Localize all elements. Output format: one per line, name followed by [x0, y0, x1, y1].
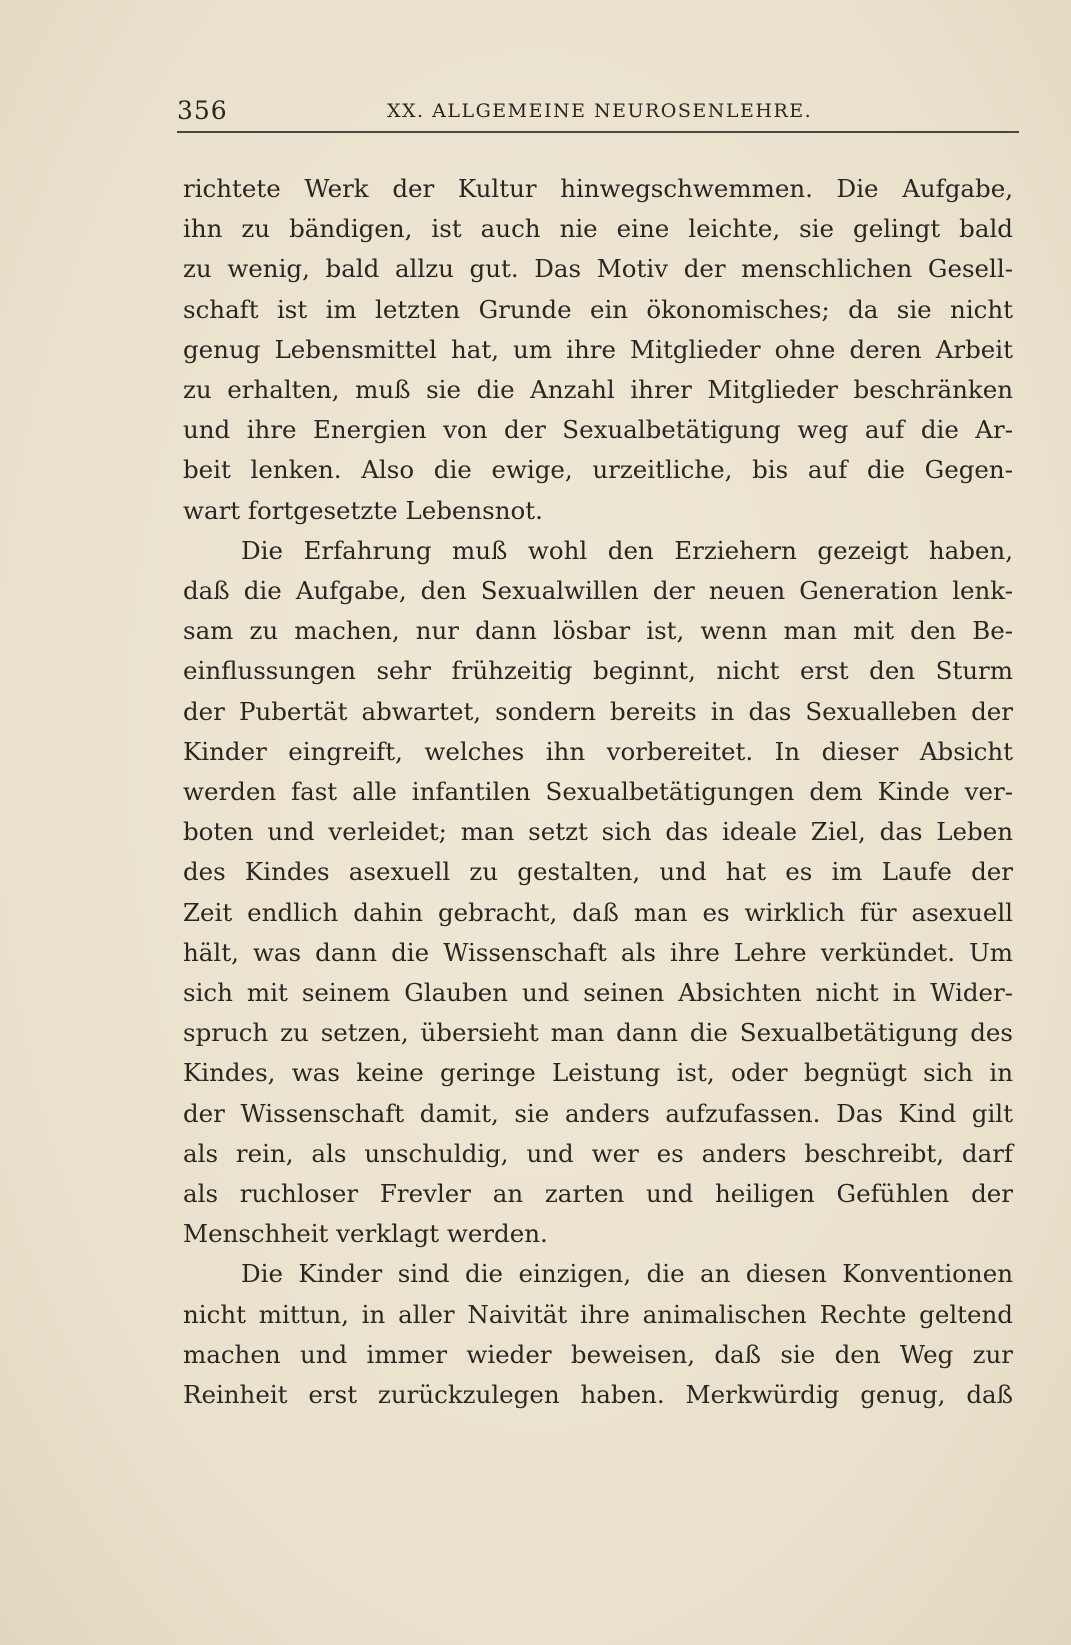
text-line: ihn zu bändigen, ist auch nie eine leichte, sie gelingt bald: [183, 214, 1013, 244]
text-line: Kinder eingreift, welches ihn vorbereitet. In dieser Absicht: [183, 736, 1013, 766]
page-header: [177, 96, 1019, 130]
text-line: sam zu machen, nur dann lösbar ist, wenn man mit den Be-: [183, 616, 1013, 646]
header-rule: [177, 131, 1019, 133]
text-line: boten und verleidet; man setzt sich das ideale Ziel, das Leben: [183, 817, 1013, 847]
text-line: schaft ist im letzten Grunde ein ökonomisches; da sie nicht: [183, 294, 1013, 324]
running-head: XX. ALLGEMEINE NEUROSENLEHRE.: [387, 100, 813, 122]
page-number: 356: [177, 96, 228, 125]
text-line: als rein, als unschuldig, und wer es anders beschreibt, darf: [183, 1138, 1013, 1168]
text-line: nicht mittun, in aller Naivität ihre animalischen Rechte geltend: [183, 1299, 1013, 1329]
text-line: Kindes, was keine geringe Leistung ist, oder begnügt sich in: [183, 1058, 1013, 1088]
text-line: Die Erfahrung muß wohl den Erziehern gezeigt haben,: [241, 535, 1013, 565]
text-line: der Pubertät abwartet, sondern bereits in das Sexualleben der: [183, 696, 1013, 726]
text-line: beit lenken. Also die ewige, urzeitliche, bis auf die Gegen-: [183, 455, 1013, 485]
text-line: als ruchloser Frevler an zarten und heiligen Gefühlen der: [183, 1179, 1013, 1209]
body-text: [183, 169, 1013, 1415]
text-line: sich mit seinem Glauben und seinen Absichten nicht in Wider-: [183, 978, 1013, 1008]
text-line: Zeit endlich dahin gebracht, daß man es wirklich für asexuell: [183, 897, 1013, 927]
text-line: und ihre Energien von der Sexualbetätigung weg auf die Ar-: [183, 415, 1013, 445]
text-line: werden fast alle infantilen Sexualbetätigungen dem Kinde ver-: [183, 777, 1013, 807]
text-line: der Wissenschaft damit, sie anders aufzufassen. Das Kind gilt: [183, 1098, 1013, 1128]
text-line: Menschheit verklagt werden.: [183, 1219, 548, 1249]
text-line: einflussungen sehr frühzeitig beginnt, nicht erst den Sturm: [183, 656, 1013, 686]
text-line: genug Lebensmittel hat, um ihre Mitglieder ohne deren Arbeit: [183, 334, 1013, 364]
text-line: hält, was dann die Wissenschaft als ihre Lehre verkündet. Um: [183, 937, 1013, 967]
text-line: des Kindes asexuell zu gestalten, und hat es im Laufe der: [183, 857, 1013, 887]
text-line: zu erhalten, muß sie die Anzahl ihrer Mitglieder beschränken: [183, 375, 1013, 405]
text-line: spruch zu setzen, übersieht man dann die Sexualbetätigung des: [183, 1018, 1013, 1048]
text-line: zu wenig, bald allzu gut. Das Motiv der menschlichen Gesell-: [183, 254, 1013, 284]
text-line: Die Kinder sind die einzigen, die an diesen Konventionen: [241, 1259, 1013, 1289]
text-line: Reinheit erst zurückzulegen haben. Merkwürdig genug, daß: [183, 1380, 1013, 1410]
text-line: wart fortgesetzte Lebensnot.: [183, 495, 543, 525]
text-line: daß die Aufgabe, den Sexualwillen der neuen Generation lenk-: [183, 576, 1013, 606]
text-line: machen und immer wieder beweisen, daß sie den Weg zur: [183, 1339, 1013, 1369]
text-line: richtete Werk der Kultur hinwegschwemmen. Die Aufgabe,: [183, 174, 1013, 203]
